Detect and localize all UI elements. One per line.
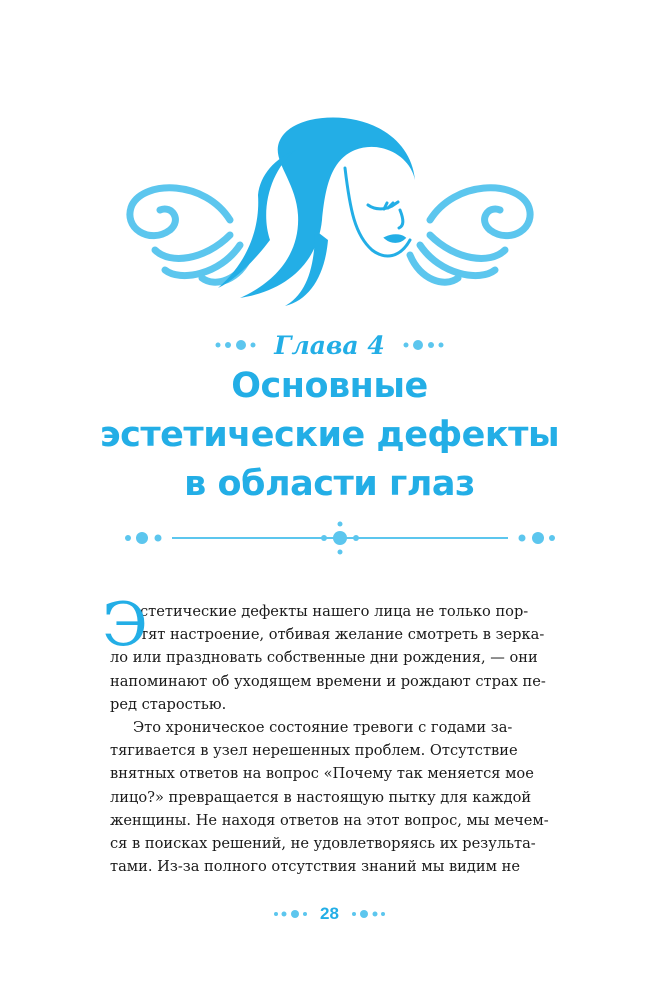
text-line: женщины. Не находя ответов на этот вопрос, мы мечем- (110, 811, 549, 829)
text-line: напоминают об уходящем времени и рождают страх пе- (110, 672, 546, 690)
text-line: ред старостью. (110, 695, 227, 713)
hair-icon (218, 118, 415, 307)
text-line: тягивается в узел нерешенных проблем. Отсутствие (110, 742, 518, 760)
face-features-icon (345, 168, 410, 256)
page-footer (0, 899, 659, 929)
title-line: Основные (231, 366, 428, 406)
text-line: ся в поисках решений, не удовлетворяясь их результа- (110, 835, 536, 853)
title-line: в области глаз (184, 464, 475, 504)
text-line: ло или праздновать собственные дни рождения, — они (110, 649, 538, 667)
swirl-ornament-right-icon (410, 188, 530, 282)
chapter-label: Глава 4 (274, 330, 385, 360)
dots-ornament-icon (399, 338, 445, 352)
chapter-heading (0, 328, 659, 362)
paragraph (102, 590, 584, 716)
text-line: лицо?» превращается в настоящую пытку для каждой (110, 788, 532, 806)
text-line: стетические дефекты нашего лица не только пор- (140, 603, 529, 620)
body-text (102, 590, 584, 878)
drop-cap: Э (102, 590, 148, 660)
chapter-title (40, 362, 619, 509)
text-line: Это хроническое состояние тревоги с годами за- (133, 719, 513, 737)
title-line: эстетические дефекты (99, 415, 560, 455)
swirl-ornament-left-icon (130, 188, 250, 282)
text-line: тами. Из-за полного отсутствия знаний мы видим не (110, 858, 520, 876)
text-line: внятных ответов на вопрос «Почему так меняется мое (110, 765, 534, 783)
woman-face-icon (110, 110, 550, 310)
dots-ornament-icon (349, 908, 387, 920)
divider-ornament-icon (120, 518, 560, 558)
page-number: 28 (320, 904, 339, 923)
dots-ornament-icon (272, 908, 310, 920)
paragraph (110, 716, 584, 878)
text-line: тят настроение, отбивая желание смотреть в зерка- (140, 626, 545, 644)
dots-ornament-icon (214, 338, 260, 352)
